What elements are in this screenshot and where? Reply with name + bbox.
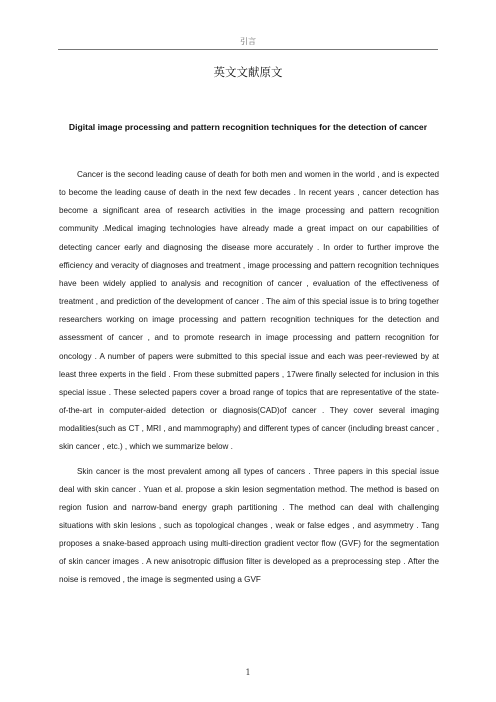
paragraph-1: Cancer is the second leading cause of death for both men and women in the world , and is expected to become the leading cause of death in the next few decades . In recent years , cancer detection has become a significant area of research activities in the image processing and pattern recognition community .Medical imaging technologies have already made a great impact on our capabilities of detecting cancer early and diagnosing the disease more accurately . In order to further improve the efficiency and veracity of diagnoses and treatment , image processing and pattern recognition techniques have been widely applied to analysis and recognition of cancer , evaluation of the effectiveness of treatment , and prediction of the development of cancer . The aim of this special issue is to bring together researchers working on image processing and pattern recognition techniques for the detection and assessment of cancer , and to promote research in image processing and pattern recognition for oncology . A number of papers were submitted to this special issue and each was peer-reviewed by at least three experts in the field . From these submitted papers , 17were finally selected for inclusion in this special issue . These selected papers cover a broad range of topics that are representative of the state-of-the-art in computer-aided detection or diagnosis(CAD)of cancer . They cover several imaging modalities(such as CT , MRI , and mammography) and different types of cancer (including breast cancer , skin cancer , etc.) , which we summarize below . <box>59 170 439 452</box>
body-text <box>59 166 439 596</box>
paper-title: Digital image processing and pattern recognition techniques for the detection of cancer <box>68 122 428 132</box>
paragraph-2: Skin cancer is the most prevalent among all types of cancers . Three papers in this special issue deal with skin cancer . Yuan et al. propose a skin lesion segmentation method. The method is based on region fusion and narrow-band energy graph partitioning . The method can deal with challenging situations with skin lesions , such as topological changes , weak or false edges , and asymmetry . Tang proposes a snake-based approach using multi-direction gradient vector flow (GVF) for the segmentation of skin cancer images . A new anisotropic diffusion filter is developed as a preprocessing step . After the noise is removed , the image is segmented using a GVF <box>59 466 439 585</box>
running-header: 引言 <box>240 37 256 46</box>
document-heading: 英文文献原文 <box>213 65 283 79</box>
page-number: 1 <box>245 668 251 677</box>
header-rule <box>58 49 438 50</box>
